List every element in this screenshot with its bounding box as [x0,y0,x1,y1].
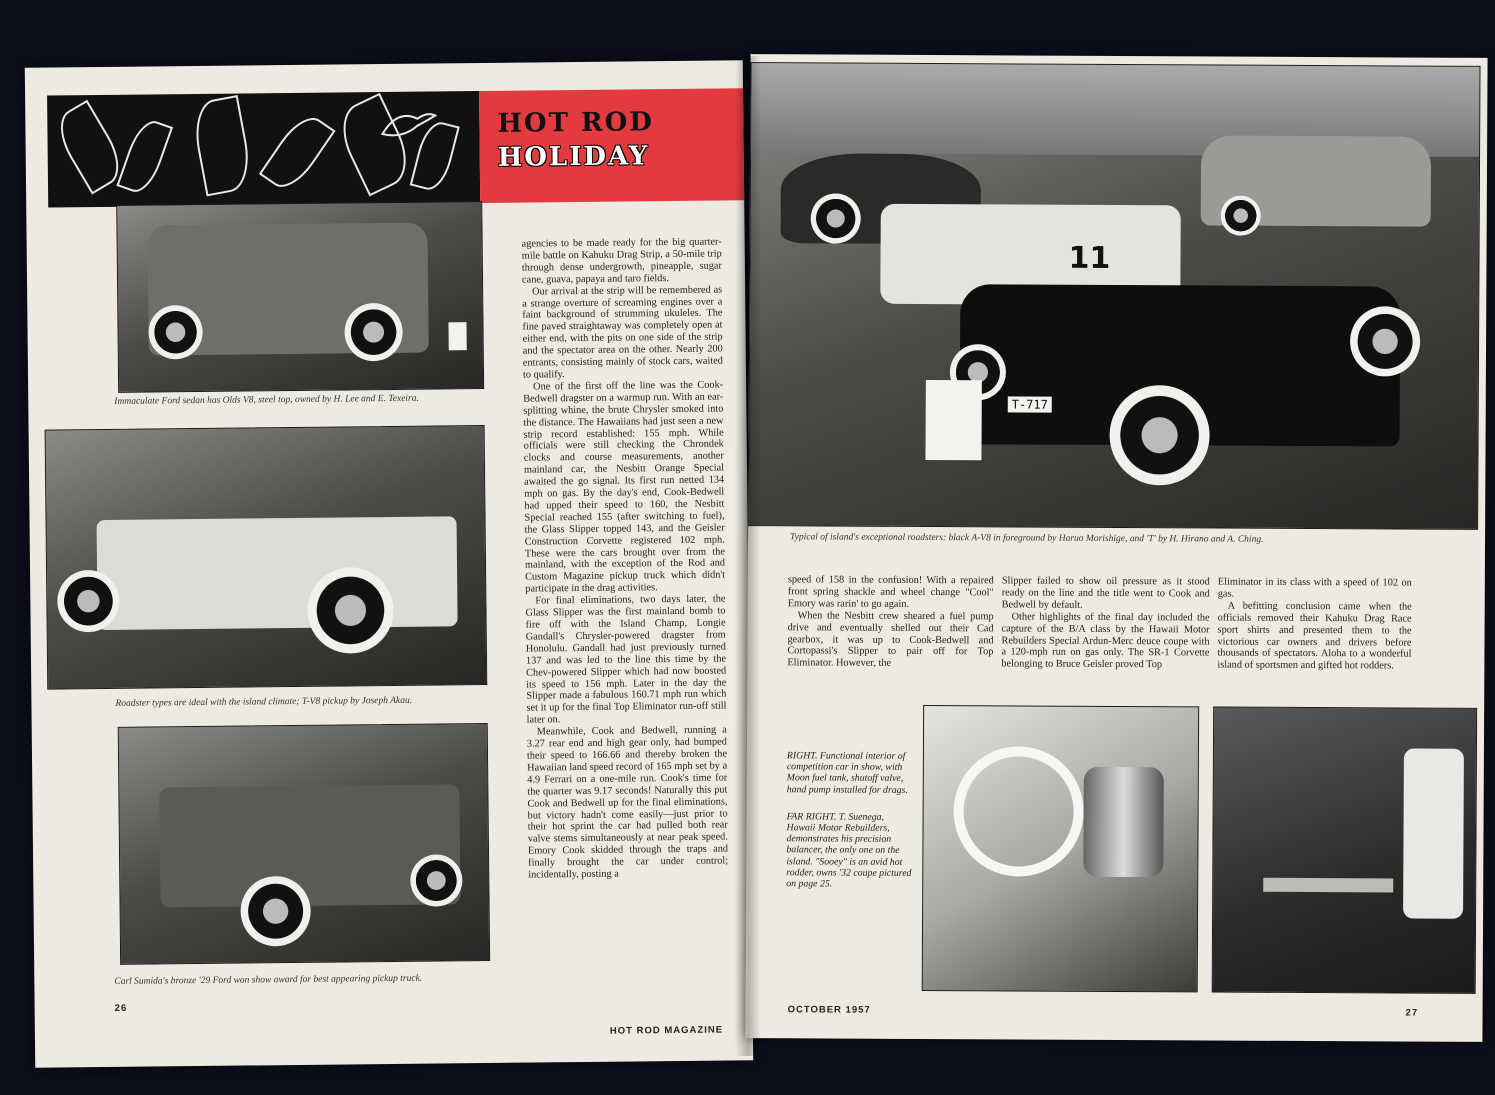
paragraph: Slipper failed to show oil pressure as it stood ready on the line and the title went to Cook and Bedwell by default. [1001,575,1210,611]
paragraph: agencies to be made ready for the big quarter-mile battle on Kahuku Drag Strip, a 50-mile trip through dense undergrowth, pineapple, sugar cane, guava, papaya and taro fields. [521,236,722,286]
paragraph: Meanwhile, Cook and Bedwell, running a 3.27 rear end and high gear only, had bumped their speed to 166.66 and thereby broken the Hawaiian land speed record of 165 mph set by a 4.9 Ferrari on a one-mile run. Cook's time for the quarter was 9.17 seconds! Naturally this put Cook and Bedwell up for the final eliminations, but victory hadn't come easily—just prior to their hot sprint the car had pulled both rear valve stems simultaneously at near peak speed. Emory Cook skidded through the traps and finally brought the car under control; incidentally, posting a [526,724,729,881]
left-page [25,60,753,1067]
paragraph: One of the first off the line was the Cook-Bedwell dragster on a warmup run. With an ear-splitting whine, the brute Chrysler smoked into the distance. The Hawaiians had just seen a new strip record established: 155 mph. While officials were still checking the Chrondek clocks and course measurements, another mainland car, the Nesbitt Orange Special awaited the go signal. Its first run netted 134 mph on gas. By the day's end, Cook-Bedwell had upped their speed to 160, the Nesbitt Special reached 155 (after switching to fuel), the Glass Slipper topped 143, and the Geisler Construction Corvette registered 102 mph. These were the cars brought over from the mainland, with the exception of the Rod and Custom Magazine pickup truck which didn't participate in the drag activities. [523,379,726,595]
article-column-left [522,236,729,881]
show-card [448,322,466,350]
paragraph: Other highlights of the final day included the capture of the B/A class by the Hawaii Motor Rebuilders Special Ardun-Merc deuce coupe with a 120-mph run on gas only. The SR-1 Corvette belonging to Bruce Geisler proved Top [1001,611,1210,671]
leaf-icon [259,109,336,196]
wheel-icon [307,567,394,654]
paragraph: speed of 158 in the confusion! With a repaired front spring shackle and wheel change "Cool" Emory was rarin' to go again. [787,574,994,610]
caption-photo-2: Roadster types are ideal with the island climate; T-V8 pickup by Joseph Akau. [115,695,413,709]
wheel-icon [811,193,861,243]
bird-icon [377,103,437,144]
show-card [925,380,981,460]
paragraph: Our arrival at the strip will be remembered as a strange overture of screaming engines over a faint background of strumming ukuleles. The fine paved straightaway was completely open at either end, with the pits on one side of the strip and the spectator area on the other. Nearly 200 entrants, consisting mainly of stock cars, waited to qualify. [522,284,723,381]
wheel-icon [57,570,120,633]
pickup-body [97,516,458,630]
article-column-3 [1217,577,1411,673]
caption-photo-1: Immaculate Ford sedan has Olds V8, steel top, owned by H. Lee and E. Texeira. [114,393,419,407]
license-plate: T-717 [1008,396,1052,412]
wheel-icon [148,305,203,360]
wheel-icon [1109,385,1210,486]
left-page-number: 26 [114,1002,128,1014]
caption-photo-3: Carl Sumida's bronze '29 Ford won show award for best appearing pickup truck. [114,973,423,987]
photo-roadsters [748,62,1480,530]
car-number: 11 [1068,240,1111,276]
photo-pickup [45,425,488,690]
fuel-tank [1083,767,1164,877]
right-page [745,54,1487,1042]
photo-interior [922,705,1199,992]
tropical-banner [47,91,480,208]
wheel-icon [1221,196,1261,236]
article-column-2 [1001,575,1209,671]
steering-wheel-icon [953,746,1084,877]
photo-balancer [1212,707,1477,994]
right-page-number: 27 [1405,1007,1419,1019]
page-title-line-1: HOT ROD [497,107,654,139]
photo-ford-sedan [116,201,484,393]
spine-shadow [735,56,761,1056]
caption-main-photo: Typical of island's exceptional roadsters: black A-V8 in foreground by Haruo Morishige, and 'T' by H. Hirano and A. Ching. [790,532,1264,545]
title-box [479,88,744,203]
paragraph: For final eliminations, two days later, the Glass Slipper was the first mainland bomb to fire off with the Island Champ, Longie Gandall's Chrysler-powered dragster from Honolulu. Gandall had just previously turned 137 and was led to the line this time by the Chev-powered Slipper which had now boosted its speed to 156 mph. Later in the day the Slipper made a fabulous 160.71 mph run which set it up for the final Top Eliminator run-off still later on. [525,593,727,726]
caption-right: RIGHT. Functional interior of competition car in show, with Moon fuel tank, shutoff valve, hand pump installed for drags. [786,750,908,796]
wheel-icon [1350,306,1420,376]
paragraph: Eliminator in its class with a speed of 102 on gas. [1217,576,1412,600]
wheel-icon [240,876,311,947]
caption-far-right: FAR RIGHT. T. Suenega, Hawaii Motor Rebuilders, demonstrates his precision balancer, the only one on the island. "Sooey" is an avid hot rodder, owns '32 coupe pictured on page 25. [786,811,912,890]
paragraph: When the Nesbitt crew sheared a fuel pump drive and eventually shelled out their Cad gearbox, it was up to Cook-Bedwell and Cortopassi's Slipper to pair off for Top Eliminator. However, the [787,610,994,670]
photo-29-ford [118,723,490,965]
leaf-icon [116,116,173,197]
left-footer: HOT ROD MAGAZINE [609,1024,724,1037]
paragraph: A befitting conclusion came when the officials removed their Kahuku Drag Race sport shirts and presented them to the victorious car owners and drivers before thousands of spectators. Aloha to a wonderful island of sportsmen and gifted hot rodders. [1217,600,1412,672]
wheel-icon [344,303,403,362]
balancer-machine [1263,878,1393,893]
right-footer: OCTOBER 1957 [787,1004,871,1016]
man-figure [1403,749,1464,919]
caption-small-right [786,750,915,890]
page-title-line-2: HOLIDAY [497,141,650,173]
leaf-icon [189,95,254,196]
wheel-icon [410,854,463,907]
article-column-1 [787,574,993,670]
